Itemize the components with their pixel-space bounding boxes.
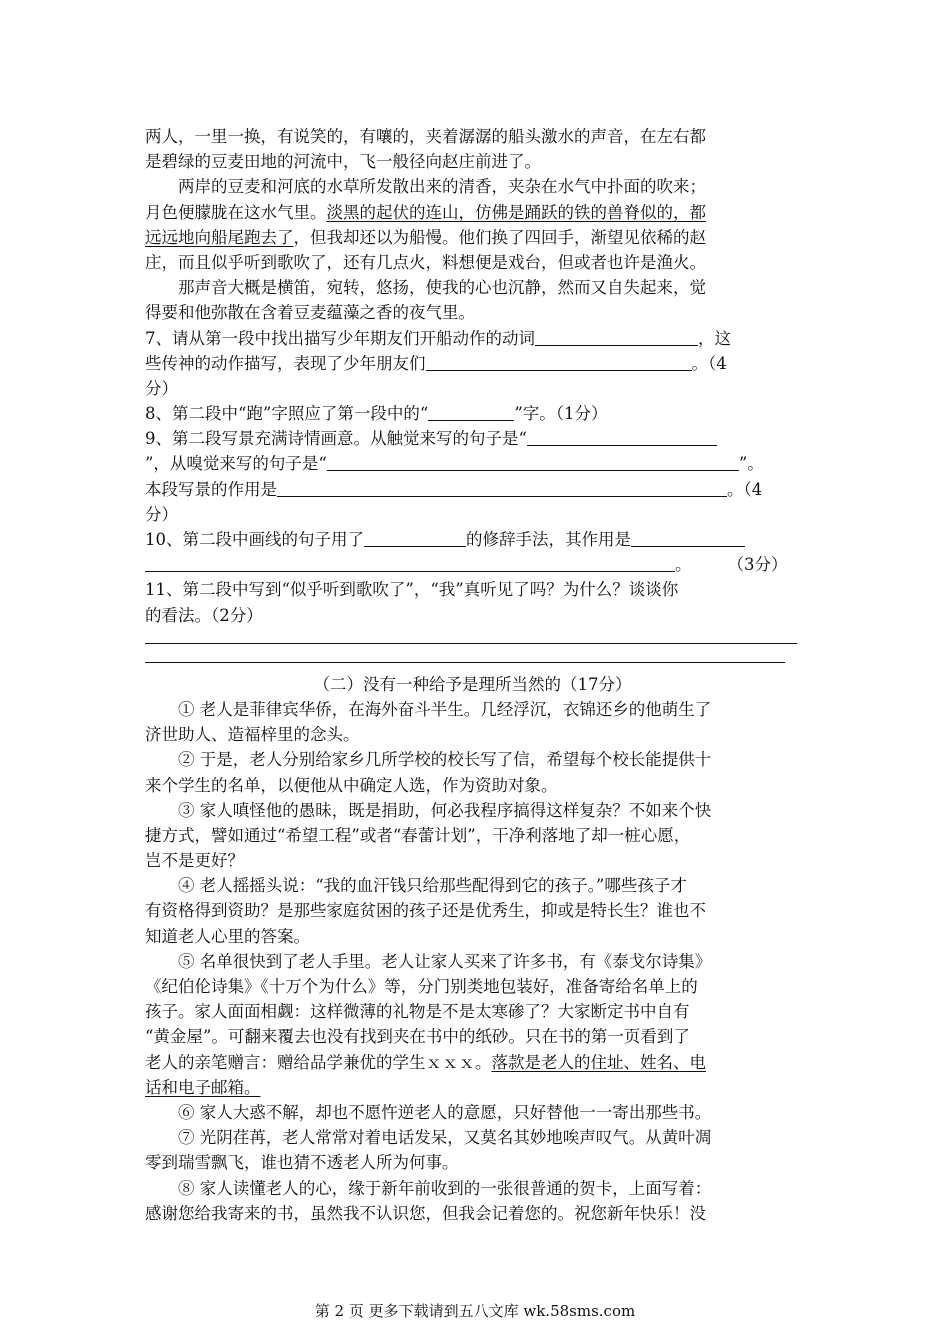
question-10 xyxy=(145,527,810,552)
paragraph-line xyxy=(145,1050,810,1075)
section-title: （二）没有一种给予是理所当然的（17分） xyxy=(313,674,632,694)
passage-line: 得要和他弥散在含着豆麦蕴藻之香的夜气里。 xyxy=(145,303,475,323)
passage-text: 月色便朦胧在这水气里。 xyxy=(145,202,327,222)
passage-line: 两岸的豆麦和河底的水草所发散出来的清香，夹杂在水气中扑面的吹来； xyxy=(178,177,706,197)
paragraph-line: 济世助人、造福梓里的念头。 xyxy=(145,725,360,745)
question-7-cont xyxy=(145,351,810,376)
question-11-cont: 的看法。（2分） xyxy=(145,605,263,625)
paragraph-line: 孩子。家人面面相觑：这样微薄的礼物是不是太寒碜了？大家断定书中自有 xyxy=(145,1002,690,1022)
answer-blank[interactable] xyxy=(327,452,739,471)
paragraph-line: 岂不是更好？ xyxy=(145,851,244,871)
answer-blank[interactable] xyxy=(428,402,514,421)
question-text: 9、第二段写景充满诗情画意。从触觉来写的句子是“ xyxy=(145,429,527,449)
question-7 xyxy=(145,326,810,351)
underlined-sentence: 落款是老人的住址、姓名、电 xyxy=(491,1052,706,1072)
passage-line: 庄，而且似乎听到歌吹了，还有几点火，料想便是戏台，但或者也许是渔火。 xyxy=(145,252,706,272)
passage-line: 是碧绿的豆麦田地的河流中，飞一般径向赵庄前进了。 xyxy=(145,152,541,172)
question-text: 些传神的动作描写，表现了少年朋友们 xyxy=(145,353,426,373)
question-10-cont xyxy=(145,552,810,577)
answer-blank[interactable] xyxy=(631,528,745,547)
paragraph-text: 老人的亲笔赠言：赠给品学兼优的学生ｘｘｘ。 xyxy=(145,1052,492,1072)
question-9-cont xyxy=(145,451,810,476)
question-text: 本段写景的作用是 xyxy=(145,479,277,499)
question-text: 8、第二段中“跑”字照应了第一段中的“ xyxy=(145,404,429,424)
paragraph-line: 感谢您给我寄来的书，虽然我不认识您，但我会记着您的。祝您新年快乐！没 xyxy=(145,1203,706,1223)
underlined-sentence: 远远地向船尾跑去了 xyxy=(145,227,294,247)
paragraph-line: ⑥ 家人大惑不解，却也不愿忤逆老人的意愿，只好替他一一寄出那些书。 xyxy=(178,1102,712,1122)
passage-line xyxy=(145,225,810,250)
paragraph-line: ⑧ 家人读懂老人的心，缘于新年前收到的一张很普通的贺卡，上面写着： xyxy=(178,1178,712,1198)
paragraph-line: 零到瑞雪飘飞，谁也猜不透老人所为何事。 xyxy=(145,1153,459,1173)
paragraph-line: ① 老人是菲律宾华侨，在海外奋斗半生。几经浮沉，衣锦还乡的他萌生了 xyxy=(178,699,712,719)
paragraph-line: 知道老人心里的答案。 xyxy=(145,926,310,946)
paragraph-line: 捷方式，譬如通过“希望工程”或者“春蕾计划”，干净利落地了却一桩心愿， xyxy=(145,825,691,845)
paragraph-line: 来个学生的名单，以便他从中确定人选，作为资助对象。 xyxy=(145,775,558,795)
question-text: 。 xyxy=(675,555,692,575)
paragraph-line: ⑤ 名单很快到了老人手里。老人让家人买来了许多书，有《泰戈尔诗集》 xyxy=(178,951,712,971)
question-text: 7、请从第一段中找出描写少年期友们开船动作的动词 xyxy=(145,328,535,348)
paragraph-line: ④ 老人摇摇头说：“我的血汗钱只给那些配得到它的孩子。”哪些孩子才 xyxy=(178,876,687,896)
question-text: 的修辞手法，其作用是 xyxy=(466,530,631,549)
question-text: ”字。（1分） xyxy=(514,404,608,424)
question-9-cont xyxy=(145,477,810,502)
document-page xyxy=(145,124,810,1226)
answer-blank[interactable] xyxy=(535,327,698,346)
question-text: 。（4 xyxy=(727,479,763,499)
question-9 xyxy=(145,426,810,451)
paragraph-line: “黄金屋”。可翻来覆去也没有找到夹在书中的纸砂。只在书的第一页看到了 xyxy=(145,1027,690,1047)
answer-blank[interactable] xyxy=(145,553,675,572)
passage-line: 两人，一里一换，有说笑的，有嚷的，夹着潺潺的船头激水的声音，在左右都 xyxy=(145,127,706,146)
question-text: 。（4 xyxy=(691,353,727,373)
question-score: （3分） xyxy=(727,555,788,575)
question-8 xyxy=(145,401,810,426)
answer-blank[interactable] xyxy=(277,478,727,497)
paragraph-line: ⑦ 光阴荏苒，老人常常对着电话发呆，又莫名其妙地唉声叹气。从黄叶凋 xyxy=(178,1128,712,1148)
passage-text: ，但我却还以为船慢。他们换了四回手，渐望见依稀的赵 xyxy=(293,227,706,247)
question-text: 10、第二段中画线的句子用了 xyxy=(145,530,364,549)
underlined-sentence: 淡黑的起伏的连山，仿佛是踊跃的铁的兽脊似的，都 xyxy=(326,202,706,222)
question-7-cont: 分） xyxy=(145,378,178,398)
passage-line xyxy=(145,200,810,225)
paragraph-line: 有资格得到资助？是那些家庭贫困的孩子还是优秀生，抑或是特长生？谁也不 xyxy=(145,901,706,921)
underlined-sentence: 话和电子邮箱。 xyxy=(145,1077,261,1097)
question-11: 11、第二段中写到“似乎听到歌吹了”，“我”真听见了吗？为什么？谈谈你 xyxy=(145,580,679,600)
answer-blank[interactable] xyxy=(364,528,466,547)
question-text: ”。 xyxy=(738,454,764,474)
answer-blank[interactable] xyxy=(527,427,717,446)
passage-line: 那声音大概是横笛，宛转，悠扬，使我的心也沉静，然而又自失起来，觉 xyxy=(178,278,706,298)
question-9-cont: 分） xyxy=(145,504,178,524)
question-text: ”，从嗅觉来写的句子是“ xyxy=(145,454,327,474)
answer-blank[interactable] xyxy=(426,352,692,371)
paragraph-line: ② 于是，老人分别给家乡几所学校的校长写了信，希望每个校长能提供十 xyxy=(178,750,712,770)
paragraph-line xyxy=(145,1075,810,1100)
page-footer: 第 2 页 更多下载请到五八文库 wk.58sms.com xyxy=(314,1302,636,1320)
question-text: ，这 xyxy=(698,328,731,348)
paragraph-line: 《纪伯伦诗集》《十万个为什么》等，分门别类地包装好，准备寄给名单上的 xyxy=(145,977,698,996)
paragraph-line: ③ 家人嗔怪他的愚昧，既是捐助，何必我程序搞得这样复杂？不如来个快 xyxy=(178,800,712,820)
